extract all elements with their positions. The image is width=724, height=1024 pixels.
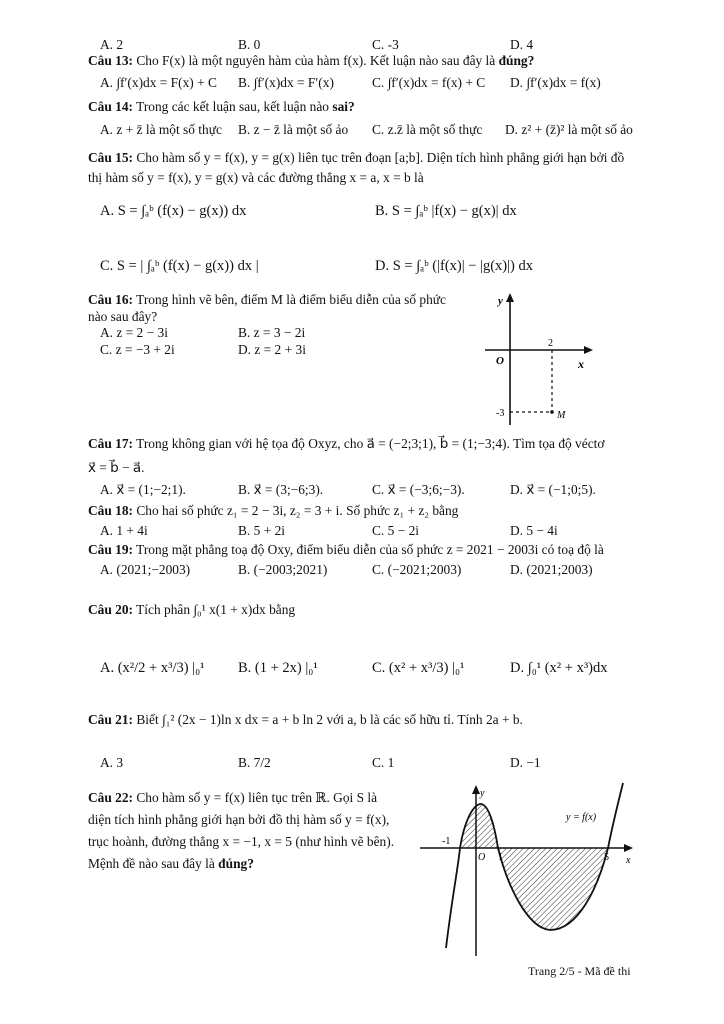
question-15-text-2: thị hàm số y = f(x), y = g(x) và các đường thẳng x = a, x = b là: [88, 170, 424, 185]
q14-option-c[interactable]: C. z.z̄ là một số thực: [372, 122, 483, 137]
q21-option-c[interactable]: C. 1: [372, 755, 395, 770]
question-13-text: Cho F(x) là một nguyên hàm của hàm f(x). Kết luận nào sau đây là: [136, 53, 496, 68]
question-21-text: Biết ∫₁² (2x − 1)ln x dx = a + b ln 2 với a, b là các số hữu tỉ. Tính 2a + b.: [136, 712, 523, 727]
x-axis-arrow: [584, 346, 593, 354]
question-14: [88, 99, 355, 115]
fig16-origin: O: [496, 355, 504, 367]
fig16-y-tick: -3: [496, 408, 505, 419]
question-18: [88, 503, 458, 519]
question-19-label: Câu 19:: [88, 542, 134, 557]
q18-option-c[interactable]: C. 5 − 2i: [372, 523, 419, 538]
q21-option-a[interactable]: A. 3: [100, 755, 124, 770]
q16-option-d[interactable]: D. z = 2 + 3i: [238, 342, 306, 357]
area-figure: [418, 778, 640, 958]
question-18-label: Câu 18:: [88, 503, 134, 518]
complex-plane-figure: [470, 290, 600, 430]
q13-option-b[interactable]: B. ∫f′(x)dx = F′(x): [238, 75, 334, 90]
question-17-label: Câu 17:: [88, 436, 134, 451]
q17-option-b[interactable]: B. x⃗ = (3;−6;3).: [238, 482, 324, 497]
question-16-label: Câu 16:: [88, 292, 134, 307]
question-14-label: Câu 14:: [88, 99, 134, 114]
q13-option-c[interactable]: C. ∫f′(x)dx = f(x) + C: [372, 75, 486, 90]
q19-option-c[interactable]: C. (−2021;2003): [372, 562, 462, 577]
prev-option-c: C. -3: [372, 37, 399, 52]
question-22-label: Câu 22:: [88, 790, 134, 805]
point-m: [550, 410, 554, 414]
question-22-line-3: trục hoành, đường thẳng x = −1, x = 5 (như hình vẽ bên).: [88, 834, 395, 849]
question-16-text-1: Trong hình vẽ bên, điểm M là điểm biểu diễn của số phức: [136, 292, 446, 307]
question-22-line-2: diện tích hình phẳng giới hạn bởi đồ thị hàm số y = f(x),: [88, 812, 390, 827]
fig16-y-label: y: [498, 295, 503, 307]
question-22-line-1: Cho hàm số y = f(x) liên tục trên ℝ. Gọi S là: [136, 790, 378, 805]
question-20: [88, 602, 295, 618]
fig16-x-tick: 2: [548, 338, 553, 349]
question-21: [88, 712, 523, 728]
fig16-x-label: x: [578, 357, 584, 371]
area-negative: [498, 848, 608, 930]
x-axis-arrow: [624, 844, 633, 852]
question-20-text: Tích phân ∫₀¹ x(1 + x)dx bằng: [136, 602, 296, 617]
fig22-y-label: y: [480, 788, 485, 799]
q15-option-c[interactable]: C. S = | ∫ₐᵇ (f(x) − g(x)) dx |: [100, 258, 259, 274]
q21-option-d[interactable]: D. −1: [510, 755, 541, 770]
q15-option-b[interactable]: B. S = ∫ₐᵇ |f(x) − g(x)| dx: [375, 203, 517, 219]
q19-option-a[interactable]: A. (2021;−2003): [100, 562, 191, 577]
question-15: [88, 150, 624, 166]
prev-option-b: B. 0: [238, 37, 261, 52]
q18-option-b[interactable]: B. 5 + 2i: [238, 523, 285, 538]
q20-option-d[interactable]: D. ∫₀¹ (x² + x³)dx: [510, 660, 608, 676]
q15-option-d[interactable]: D. S = ∫ₐᵇ (|f(x)| − |g(x)|) dx: [375, 258, 533, 274]
question-13: [88, 53, 534, 69]
q20-option-c[interactable]: C. (x² + x³/3) |₀¹: [372, 660, 465, 676]
question-19-text: Trong mặt phẳng toạ độ Oxy, điểm biểu diễn của số phức z = 2021 − 2003i có toạ độ là: [136, 542, 604, 557]
question-17-text-1: Trong không gian với hệ tọa độ Oxyz, cho a⃗ = (−2;3;1), b⃗ = (1;−3;4). Tìm tọa độ véctơ: [136, 436, 605, 451]
question-17: [88, 436, 604, 452]
q18-option-a[interactable]: A. 1 + 4i: [100, 523, 148, 538]
prev-option-a: A. 2: [100, 37, 124, 52]
question-18-text: Cho hai số phức z₁ = 2 − 3i, z₂ = 3 + i. Số phức z₁ + z₂ bằng: [136, 503, 459, 518]
q16-option-c[interactable]: C. z = −3 + 2i: [100, 342, 175, 357]
fig22-x-label: x: [626, 855, 631, 866]
question-22-emphasis: đúng?: [218, 856, 254, 871]
q17-option-d[interactable]: D. x⃗ = (−1;0;5).: [510, 482, 596, 497]
y-axis-arrow: [506, 293, 514, 302]
question-21-label: Câu 21:: [88, 712, 134, 727]
q15-option-a[interactable]: A. S = ∫ₐᵇ (f(x) − g(x)) dx: [100, 203, 247, 219]
q14-option-d[interactable]: D. z² + (z̄)² là một số ảo: [505, 122, 633, 137]
page-footer: Trang 2/5 - Mã đề thi: [528, 964, 631, 978]
fig22-tick-1: 1: [498, 852, 503, 863]
q17-option-c[interactable]: C. x⃗ = (−3;6;−3).: [372, 482, 465, 497]
q13-option-d[interactable]: D. ∫f′(x)dx = f(x): [510, 75, 601, 90]
fig22-curve-label: y = f(x): [566, 812, 597, 823]
fig22-origin: O: [478, 852, 486, 863]
question-22: [88, 790, 377, 806]
question-16-text-2: nào sau đây?: [88, 309, 158, 324]
q19-option-b[interactable]: B. (−2003;2021): [238, 562, 328, 577]
q14-option-a[interactable]: A. z + z̄ là một số thực: [100, 122, 222, 137]
q21-option-b[interactable]: B. 7/2: [238, 755, 271, 770]
question-14-emphasis: sai?: [332, 99, 355, 114]
question-13-emphasis: đúng?: [498, 53, 535, 68]
q13-option-a[interactable]: A. ∫f′(x)dx = F(x) + C: [100, 75, 217, 90]
question-16: [88, 292, 446, 308]
q17-option-a[interactable]: A. x⃗ = (1;−2;1).: [100, 482, 186, 497]
fig22-tick-neg1: -1: [442, 836, 451, 847]
prev-option-d: D. 4: [510, 37, 534, 52]
question-22-line-4: [88, 856, 254, 872]
q18-option-d[interactable]: D. 5 − 4i: [510, 523, 558, 538]
q16-option-b[interactable]: B. z = 3 − 2i: [238, 325, 306, 340]
y-axis-arrow: [472, 785, 480, 794]
question-13-label: Câu 13:: [88, 53, 134, 68]
question-14-text: Trong các kết luận sau, kết luận nào: [136, 99, 330, 114]
fig16-point-label: M: [557, 410, 566, 421]
question-15-text-1: Cho hàm số y = f(x), y = g(x) liên tục trên đoạn [a;b]. Diện tích hình phẳng giới hạn bởi đồ: [136, 150, 625, 165]
q19-option-d[interactable]: D. (2021;2003): [510, 562, 593, 577]
fig22-tick-5: 5: [604, 852, 609, 863]
question-15-label: Câu 15:: [88, 150, 134, 165]
q20-option-a[interactable]: A. (x²/2 + x³/3) |₀¹: [100, 660, 205, 676]
question-20-label: Câu 20:: [88, 602, 134, 617]
q14-option-b[interactable]: B. z − z̄ là một số ảo: [238, 122, 349, 137]
question-19: [88, 542, 604, 558]
q20-option-b[interactable]: B. (1 + 2x) |₀¹: [238, 660, 318, 676]
question-17-text-2: x⃗ = b⃗ − a⃗.: [88, 460, 145, 475]
question-22-line-4-text: Mệnh đề nào sau đây là: [88, 856, 215, 871]
q16-option-a[interactable]: A. z = 2 − 3i: [100, 325, 168, 340]
